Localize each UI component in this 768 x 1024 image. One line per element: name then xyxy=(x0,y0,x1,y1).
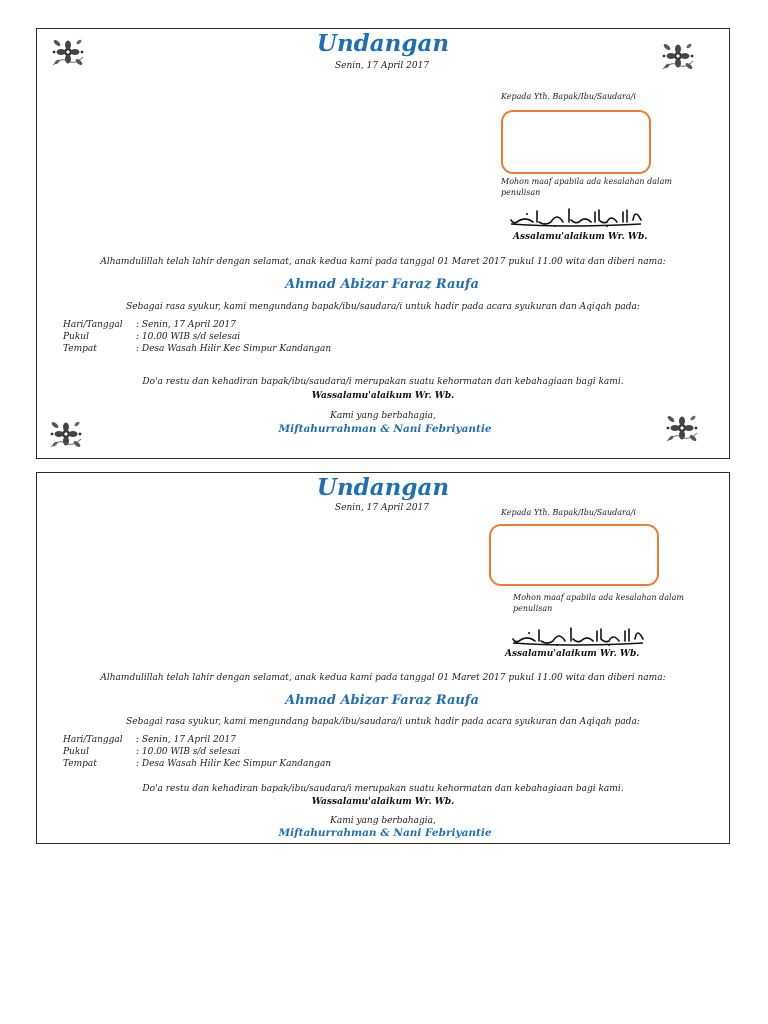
floral-corner-icon xyxy=(661,41,695,71)
detail-label-date: Hari/Tanggal xyxy=(63,735,123,745)
invitation-date: Senin, 17 April 2017 xyxy=(334,503,430,513)
detail-value-place: : Desa Wasah Hilir Kec Simpur Kandangan xyxy=(136,759,332,769)
prayer-text: Do'a restu dan kehadiran bapak/ibu/saudara/i merupakan suatu kehormatan dan kebahagiaan bagi kami. xyxy=(142,784,624,794)
detail-value-date: : Senin, 17 April 2017 xyxy=(136,735,236,745)
detail-label-place: Tempat xyxy=(63,344,97,354)
invitation-text: Sebagai rasa syukur, kami mengundang bapak/ibu/saudara/i untuk hadir pada acara syukuran dan Aqiqah pada: xyxy=(126,302,640,312)
baby-name: Ahmad Abizar Faraz Raufa xyxy=(285,277,479,292)
invitation-card-2 xyxy=(36,472,730,844)
birth-announcement: Alhamdulillah telah lahir dengan selamat, anak kedua kami pada tanggal 01 Maret 2017 pukul 11.00 wita dan diberi nama: xyxy=(100,257,666,267)
signoff: Kami yang berbahagia, xyxy=(330,816,436,826)
recipient-address-box xyxy=(501,110,651,174)
bismillah-calligraphy-icon xyxy=(507,206,647,228)
birth-announcement: Alhamdulillah telah lahir dengan selamat, anak kedua kami pada tanggal 01 Maret 2017 pukul 11.00 wita dan diberi nama: xyxy=(100,673,666,683)
bismillah-calligraphy-icon xyxy=(509,625,649,647)
detail-value-time: : 10.00 WIB s/d selesai xyxy=(136,747,241,757)
recipient-label: Kepada Yth. Bapak/Ibu/Saudara/i xyxy=(501,92,636,101)
detail-value-place: : Desa Wasah Hilir Kec Simpur Kandangan xyxy=(136,344,332,354)
closing-greeting: Wassalamu'alaikum Wr. Wb. xyxy=(311,797,455,807)
baby-name: Ahmad Abizar Faraz Raufa xyxy=(285,693,479,708)
invitation-text: Sebagai rasa syukur, kami mengundang bapak/ibu/saudara/i untuk hadir pada acara syukuran dan Aqiqah pada: xyxy=(126,717,640,727)
greeting: Assalamu'alaikum Wr. Wb. xyxy=(513,232,648,242)
recipient-address-box xyxy=(489,524,659,586)
apology-line-2: penulisan xyxy=(513,604,553,613)
apology-line-1: Mohon maaf apabila ada kesalahan dalam xyxy=(501,177,672,186)
detail-label-date: Hari/Tanggal xyxy=(63,320,123,330)
parents-names: Miftahurrahman & Nani Febriyantie xyxy=(278,423,492,435)
recipient-label: Kepada Yth. Bapak/Ibu/Saudara/i xyxy=(501,508,636,517)
invitation-title: Undangan xyxy=(316,474,450,501)
signoff: Kami yang berbahagia, xyxy=(330,411,436,421)
prayer-text: Do'a restu dan kehadiran bapak/ibu/saudara/i merupakan suatu kehormatan dan kebahagiaan bagi kami. xyxy=(142,377,624,387)
detail-label-time: Pukul xyxy=(63,332,89,342)
floral-corner-icon xyxy=(51,37,85,67)
invitation-card-1 xyxy=(36,28,730,459)
detail-label-time: Pukul xyxy=(63,747,89,757)
invitation-title: Undangan xyxy=(316,30,450,57)
parents-names: Miftahurrahman & Nani Febriyantie xyxy=(278,827,492,839)
detail-label-place: Tempat xyxy=(63,759,97,769)
detail-value-date: : Senin, 17 April 2017 xyxy=(136,320,236,330)
detail-value-time: : 10.00 WIB s/d selesai xyxy=(136,332,241,342)
floral-corner-icon xyxy=(49,419,83,449)
floral-corner-icon xyxy=(665,413,699,443)
invitation-date: Senin, 17 April 2017 xyxy=(334,61,430,71)
closing-greeting: Wassalamu'alaikum Wr. Wb. xyxy=(311,391,455,401)
apology-line-2: penulisan xyxy=(501,188,541,197)
apology-line-1: Mohon maaf apabila ada kesalahan dalam xyxy=(513,593,684,602)
greeting: Assalamu'alaikum Wr. Wb. xyxy=(505,649,640,659)
